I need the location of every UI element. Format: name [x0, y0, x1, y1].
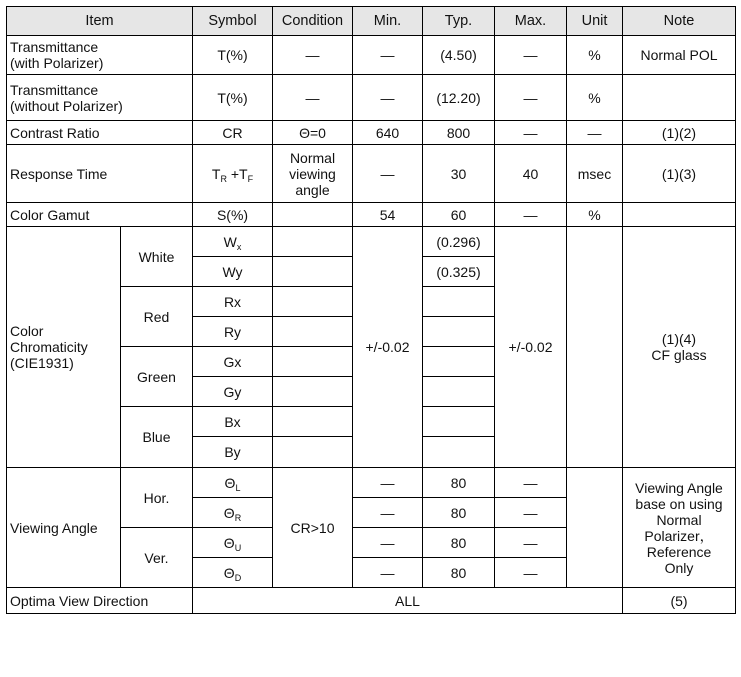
- typ-cell: 60: [423, 203, 495, 227]
- row-contrast-ratio: [7, 121, 736, 145]
- theta-sub: U: [234, 542, 242, 553]
- row-chroma-wx: [7, 227, 736, 257]
- max-cell: —: [495, 203, 567, 227]
- condition-cell: [273, 317, 353, 347]
- min-cell: —: [353, 468, 423, 498]
- typ-cell: (12.20): [423, 75, 495, 121]
- item-cell: Color Gamut: [7, 203, 193, 227]
- condition-cell: [273, 227, 353, 257]
- symbol-w: W: [223, 233, 237, 250]
- item-line: (with Polarizer): [10, 55, 104, 71]
- symbol-cell: Gx: [193, 347, 273, 377]
- spec-table-wrapper: [6, 6, 736, 614]
- optical-spec-table: [6, 6, 736, 614]
- theta-sub: L: [235, 482, 241, 493]
- condition-cell: [273, 287, 353, 317]
- symbol-cell: By: [193, 437, 273, 468]
- item-line: Color: [10, 323, 44, 339]
- theta-glyph: Θ: [224, 474, 236, 491]
- note-line: Normal: [656, 511, 702, 528]
- unit-cell: —: [567, 121, 623, 145]
- typ-cell: 800: [423, 121, 495, 145]
- condition-line: angle: [295, 181, 330, 198]
- note-cell: Normal POL: [623, 36, 736, 75]
- item-line: Transmittance: [10, 39, 99, 55]
- note-line: (1)(4): [661, 331, 697, 347]
- typ-cell: 80: [423, 498, 495, 528]
- typ-cell: 80: [423, 528, 495, 558]
- symbol-cell: Bx: [193, 407, 273, 437]
- item-cell: [7, 75, 193, 121]
- theta-glyph: Θ: [223, 534, 235, 551]
- typ-cell: [423, 317, 495, 347]
- symbol-cell: T(%): [193, 75, 273, 121]
- symbol-cell: Ry: [193, 317, 273, 347]
- max-cell: —: [495, 558, 567, 588]
- condition-line: Normal: [289, 149, 336, 166]
- symbol-cell: S(%): [193, 203, 273, 227]
- note-line: Reference: [646, 543, 712, 560]
- condition-cell: [273, 145, 353, 203]
- symbol-cell: [193, 468, 273, 498]
- header-symbol: Symbol: [193, 7, 273, 36]
- symbol-cell: [193, 558, 273, 588]
- min-cell: —: [353, 558, 423, 588]
- theta-glyph: Θ: [223, 564, 235, 581]
- note-line: base on using: [635, 495, 723, 512]
- max-cell: 40: [495, 145, 567, 203]
- typ-cell: [423, 287, 495, 317]
- typ-cell: (4.50): [423, 36, 495, 75]
- chroma-note-cell: [623, 227, 736, 468]
- item-cell: Contrast Ratio: [7, 121, 193, 145]
- item-line: Transmittance: [10, 81, 99, 98]
- typ-cell: 80: [423, 468, 495, 498]
- typ-cell: [423, 347, 495, 377]
- color-green: Green: [121, 347, 193, 407]
- row-optima-view-direction: [7, 588, 736, 614]
- note-line: Viewing Angle: [635, 479, 723, 496]
- typ-cell: [423, 437, 495, 468]
- optima-value-cell: ALL: [193, 588, 623, 614]
- condition-cell: Θ=0: [273, 121, 353, 145]
- condition-cell: —: [273, 36, 353, 75]
- chroma-min-cell: +/-0.02: [353, 227, 423, 468]
- color-blue: Blue: [121, 407, 193, 468]
- viewing-note-cell: [623, 468, 736, 588]
- item-line: (without Polarizer): [10, 97, 123, 114]
- condition-cell: [273, 437, 353, 468]
- item-cell: Optima View Direction: [7, 588, 193, 614]
- symbol-cell: Gy: [193, 377, 273, 407]
- typ-cell: (0.325): [423, 257, 495, 287]
- min-cell: 54: [353, 203, 423, 227]
- item-line: (CIE1931): [10, 355, 74, 371]
- min-cell: 640: [353, 121, 423, 145]
- note-cell: [623, 75, 736, 121]
- condition-cell: [273, 377, 353, 407]
- min-cell: —: [353, 528, 423, 558]
- header-row: [7, 7, 736, 36]
- condition-line: viewing: [289, 165, 336, 182]
- viewing-ver: Ver.: [121, 528, 193, 588]
- condition-cell: [273, 407, 353, 437]
- symbol-sub-x: x: [236, 241, 242, 252]
- viewing-hor: Hor.: [121, 468, 193, 528]
- row-response-time: [7, 145, 736, 203]
- typ-cell: 30: [423, 145, 495, 203]
- chroma-unit-cell: [567, 227, 623, 468]
- max-cell: —: [495, 468, 567, 498]
- typ-cell: 80: [423, 558, 495, 588]
- typ-cell: [423, 407, 495, 437]
- note-cell: [623, 203, 736, 227]
- min-cell: —: [353, 36, 423, 75]
- viewing-item-cell: Viewing Angle: [7, 468, 121, 588]
- header-max: Max.: [495, 7, 567, 36]
- symbol-cell: CR: [193, 121, 273, 145]
- row-transmittance-with-polarizer: [7, 36, 736, 75]
- symbol-cell: Wy: [193, 257, 273, 287]
- unit-cell: %: [567, 75, 623, 121]
- condition-cell: [273, 257, 353, 287]
- note-cell: (1)(2): [623, 121, 736, 145]
- condition-cell: [273, 203, 353, 227]
- symbol-sub-r: R: [220, 173, 227, 184]
- row-color-gamut: [7, 203, 736, 227]
- max-cell: —: [495, 36, 567, 75]
- symbol-cell: [193, 227, 273, 257]
- typ-cell: [423, 377, 495, 407]
- row-transmittance-without-polarizer: [7, 75, 736, 121]
- theta-sub: R: [234, 512, 242, 523]
- color-white: White: [121, 227, 193, 287]
- min-cell: —: [353, 75, 423, 121]
- viewing-unit-cell: [567, 468, 623, 588]
- symbol-cell: T(%): [193, 36, 273, 75]
- header-typ: Typ.: [423, 7, 495, 36]
- header-min: Min.: [353, 7, 423, 36]
- min-cell: —: [353, 498, 423, 528]
- unit-cell: %: [567, 203, 623, 227]
- note-cell: (1)(3): [623, 145, 736, 203]
- max-cell: —: [495, 75, 567, 121]
- chroma-max-cell: +/-0.02: [495, 227, 567, 468]
- max-cell: —: [495, 498, 567, 528]
- typ-cell: (0.296): [423, 227, 495, 257]
- condition-cell: [273, 347, 353, 377]
- note-cell: (5): [623, 588, 736, 614]
- row-viewing-theta-l: [7, 468, 736, 498]
- symbol-t2: T: [239, 165, 248, 182]
- max-cell: —: [495, 528, 567, 558]
- symbol-sub-f: F: [247, 173, 254, 184]
- chroma-item-cell: [7, 227, 121, 468]
- unit-cell: %: [567, 36, 623, 75]
- condition-cell: —: [273, 75, 353, 121]
- header-condition: Condition: [273, 7, 353, 36]
- item-cell: [7, 36, 193, 75]
- item-cell: Response Time: [7, 145, 193, 203]
- note-line: CF glass: [651, 347, 707, 363]
- symbol-t: T: [211, 165, 221, 182]
- max-cell: —: [495, 121, 567, 145]
- symbol-plus: +: [226, 165, 240, 182]
- min-cell: —: [353, 145, 423, 203]
- viewing-condition-cell: CR>10: [273, 468, 353, 588]
- note-line: Polarizer，: [644, 527, 714, 544]
- theta-glyph: Θ: [223, 504, 235, 521]
- item-line: Chromaticity: [10, 339, 88, 355]
- header-note: Note: [623, 7, 736, 36]
- symbol-cell: [193, 498, 273, 528]
- header-unit: Unit: [567, 7, 623, 36]
- color-red: Red: [121, 287, 193, 347]
- header-item: Item: [7, 7, 193, 36]
- unit-cell: msec: [567, 145, 623, 203]
- symbol-cell: [193, 528, 273, 558]
- note-line: Only: [664, 559, 694, 576]
- symbol-cell: Rx: [193, 287, 273, 317]
- symbol-cell: [193, 145, 273, 203]
- theta-sub: D: [234, 572, 242, 583]
